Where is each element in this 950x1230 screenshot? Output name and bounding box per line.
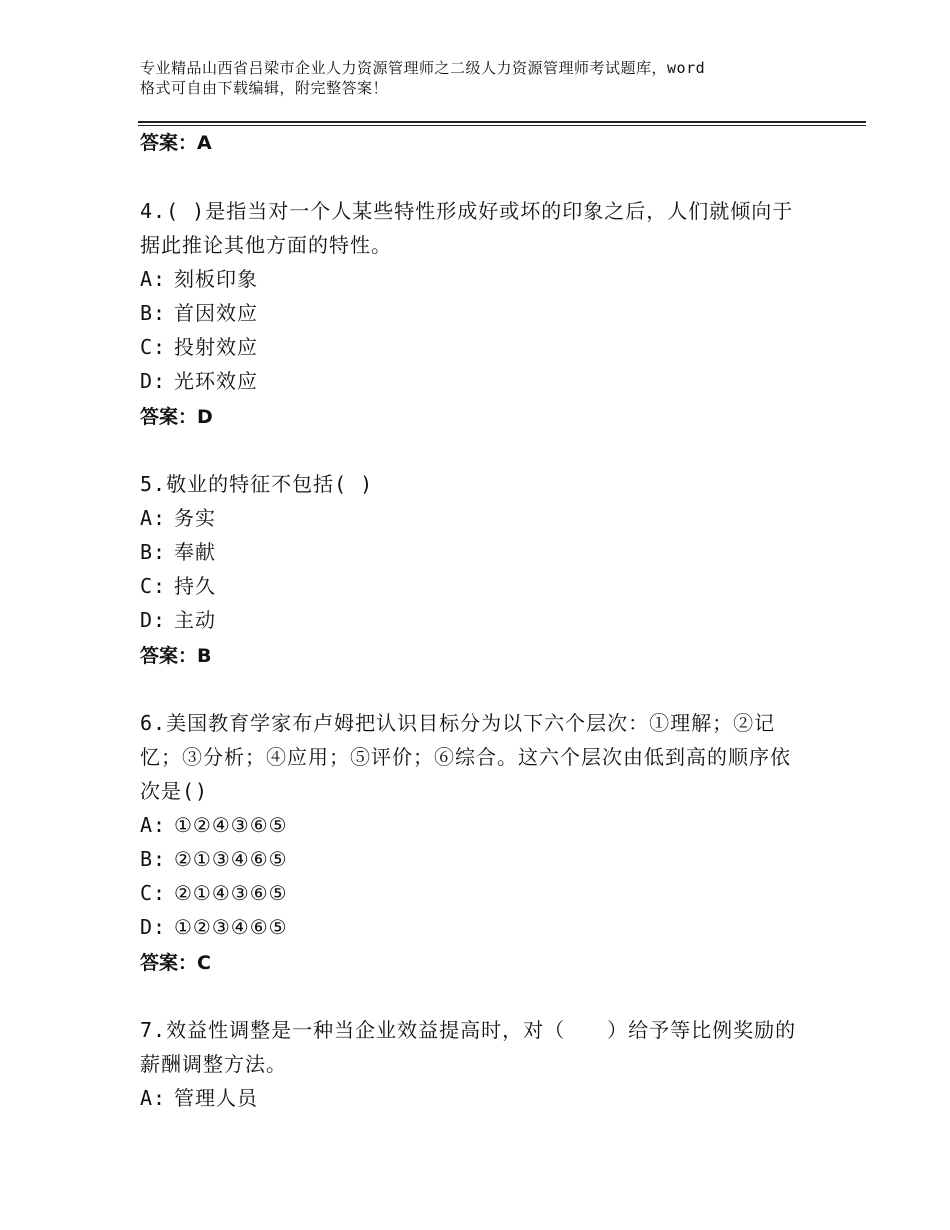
question-4-option-b	[140, 296, 258, 330]
question-4-option-d	[140, 364, 258, 398]
question-6-option-d	[140, 910, 288, 944]
option-letter: D:	[140, 915, 167, 939]
option-letter: A:	[140, 506, 167, 530]
question-6-text: 6.美国教育学家布卢姆把认识目标分为以下六个层次：①理解；②记忆；③分析；④应用；⑤评价；⑥综合。这六个层次由低到高的顺序依次是()	[140, 711, 791, 803]
answer-q4: 答案：D	[140, 406, 213, 428]
option-text: 刻板印象	[174, 267, 258, 291]
option-letter: C:	[140, 881, 167, 905]
option-text: 持久	[174, 574, 216, 598]
option-text: 主动	[174, 608, 216, 632]
option-letter: D:	[140, 369, 167, 393]
option-letter: A:	[140, 1086, 167, 1110]
option-text: ②①③④⑥⑤	[174, 847, 288, 871]
option-text: ①②③④⑥⑤	[174, 915, 288, 939]
header-line-2: 格式可自由下载编辑，附完整答案！	[140, 79, 389, 97]
question-5-text: 5.敬业的特征不包括( )	[140, 472, 374, 496]
question-6-option-a	[140, 808, 288, 842]
option-text: 投射效应	[174, 335, 258, 359]
option-letter: B:	[140, 301, 167, 325]
question-5-option-c	[140, 569, 216, 603]
answer-q6: 答案：C	[140, 952, 211, 974]
question-5-option-a	[140, 501, 216, 535]
header-line-1: 专业精品山西省吕梁市企业人力资源管理师之二级人力资源管理师考试题库，word	[140, 59, 706, 77]
option-text: 务实	[174, 506, 216, 530]
option-letter: A:	[140, 813, 167, 837]
option-letter: D:	[140, 608, 167, 632]
question-5-option-b	[140, 535, 216, 569]
option-letter: C:	[140, 574, 167, 598]
question-4-option-c	[140, 330, 258, 364]
option-letter: C:	[140, 335, 167, 359]
document-header	[140, 58, 830, 98]
header-divider	[138, 121, 866, 126]
question-5-option-d	[140, 603, 216, 637]
question-4-option-a	[140, 262, 258, 296]
option-text: 首因效应	[174, 301, 258, 325]
question-6-option-b	[140, 842, 288, 876]
option-letter: A:	[140, 267, 167, 291]
question-4-text: 4.( )是指当对一个人某些特性形成好或坏的印象之后，人们就倾向于据此推论其他方面的特性。	[140, 199, 794, 257]
question-7-text: 7.效益性调整是一种当企业效益提高时，对（ ）给予等比例奖励的薪酬调整方法。	[140, 1018, 797, 1076]
option-text: ①②④③⑥⑤	[174, 813, 288, 837]
option-text: 光环效应	[174, 369, 258, 393]
answer-q5: 答案：B	[140, 645, 212, 667]
question-7-option-a	[140, 1081, 258, 1115]
option-text: ②①④③⑥⑤	[174, 881, 288, 905]
answer-prev: 答案：A	[140, 132, 212, 154]
option-letter: B:	[140, 847, 167, 871]
option-text: 管理人员	[174, 1086, 258, 1110]
option-letter: B:	[140, 540, 167, 564]
question-6-option-c	[140, 876, 288, 910]
option-text: 奉献	[174, 540, 216, 564]
